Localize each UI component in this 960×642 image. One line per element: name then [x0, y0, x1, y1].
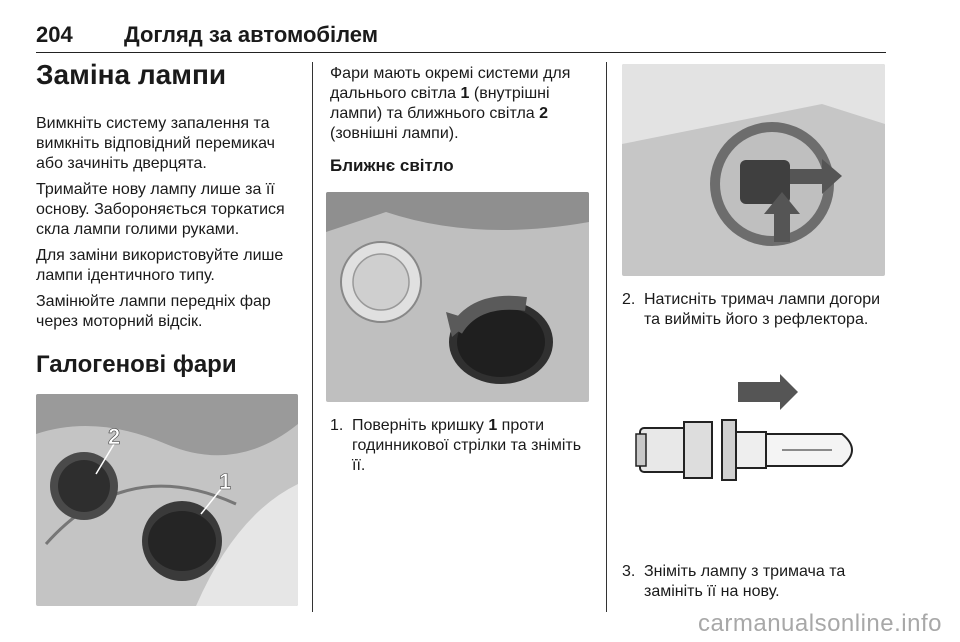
paragraph: Замінюйте лампи передніх фар через моторний відсік.: [36, 293, 271, 330]
headlamp-figure: [36, 394, 298, 606]
cover-removal-figure: [326, 192, 589, 402]
column-right: [622, 64, 892, 602]
watermark: carmanualsonline.info: [698, 610, 942, 637]
section-title: Заміна лампи: [36, 59, 227, 90]
column-middle: [330, 64, 595, 476]
callout-label-2: 2: [108, 424, 121, 449]
callout-label-1: 1: [219, 469, 232, 494]
paragraph: Вимкніть систему запалення та вимкніть відповідний перемикач або зачиніть дверцята.: [36, 115, 275, 172]
holder-removal-figure: [622, 64, 885, 276]
intro-paragraph: Фари мають окремі системи для дальнього світла 1 (внутрішні лампи) та ближнього світла 2 (зовнішні лампи).: [330, 65, 571, 142]
bulb-replacement-figure: [622, 342, 885, 546]
step-3: [622, 562, 892, 602]
column-divider: [312, 62, 313, 612]
step-1: [330, 416, 595, 476]
step-text: Натисніть тримач лампи догори та вийміть його з рефлектора.: [644, 291, 881, 328]
paragraph: Тримайте нову лампу лише за її основу. Забороняється торкатися скла лампи голими руками.: [36, 181, 285, 238]
subsection-title: Галогенові фари: [36, 351, 237, 378]
column-divider: [606, 62, 607, 612]
page-header: [36, 22, 886, 53]
low-beam-heading: Ближнє світло: [330, 156, 454, 175]
step-number: 1.: [330, 417, 344, 434]
step-number: 2.: [622, 291, 636, 308]
column-left: [36, 58, 298, 606]
step-text: Поверніть кришку 1 проти годинникової стрілки та зніміть її.: [352, 417, 582, 474]
page-number: 204: [36, 22, 73, 47]
step-text: Зніміть лампу з тримача та замініть її на нову.: [644, 563, 846, 600]
step-2: [622, 290, 892, 330]
chapter-title: Догляд за автомобілем: [124, 22, 379, 47]
paragraph: Для заміни використовуйте лише лампи ідентичного типу.: [36, 247, 284, 284]
step-number: 3.: [622, 563, 636, 580]
